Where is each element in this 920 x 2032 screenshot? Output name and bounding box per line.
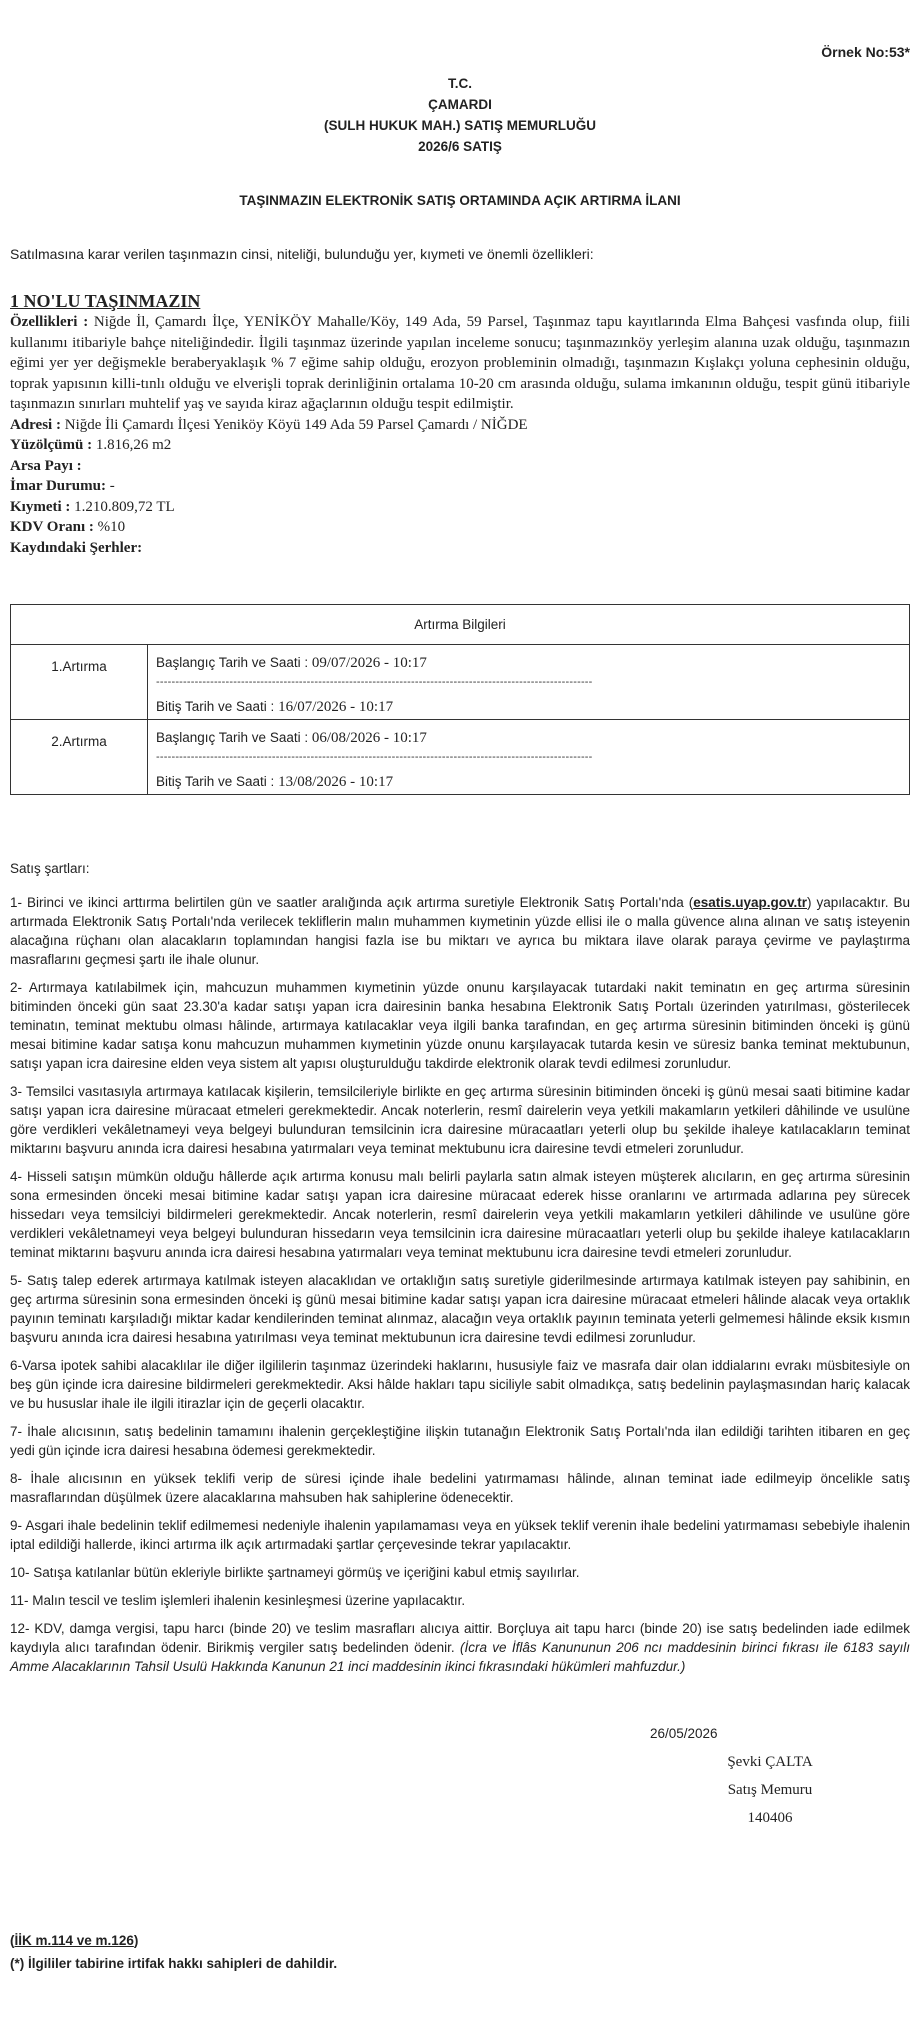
auction-info-table xyxy=(10,604,910,795)
round-end xyxy=(156,689,901,719)
round-end xyxy=(156,764,901,794)
area-label: Yüzölçümü : xyxy=(10,437,93,453)
features-label: Özellikleri : xyxy=(10,314,89,330)
address-label: Adresi : xyxy=(10,416,61,433)
signatory-number: 140406 xyxy=(747,1810,793,1826)
sale-conditions xyxy=(10,859,910,1685)
header-line-1: T.C. xyxy=(447,76,472,91)
signatory-title: Satış Memuru xyxy=(727,1782,813,1798)
footnote: (*) İlgililer tabirine irtifak hakkı sahipleri de dahildir. xyxy=(10,1956,338,1971)
law-reference-text: İİK m.114 ve m.126 xyxy=(14,1933,134,1948)
annotations-label: Kaydındaki Şerhler: xyxy=(10,539,143,556)
end-label: Bitiş Tarih ve Saati : xyxy=(156,774,275,789)
value-label: Kıymeti : xyxy=(10,498,71,515)
condition-12-text: 12- KDV, damga vergisi, tapu harcı (binde 20) ve teslim masrafları alıcıya aittir. Borçluya ait tapu harcı (binde 20) ise satış bedelinden iade edilmek kaydıyla alıcı tarafından ödenir. Birikmiş vergiler satış bedelinden ödenir. xyxy=(10,1621,910,1655)
address-value: Niğde İli Çamardı İlçesi Yeniköy Köyü 149 Ada 59 Parsel Çamardı / NİĞDE xyxy=(64,416,528,433)
share-label: Arsa Payı : xyxy=(10,457,82,474)
value-value: 1.210.809,72 TL xyxy=(74,498,175,515)
dash-separator: ----------------------------------------------------------------------------------------------------------------- xyxy=(156,751,593,763)
property-area xyxy=(10,435,910,456)
law-close-paren: ) xyxy=(133,1933,139,1948)
document-header xyxy=(10,73,910,157)
condition-8: 8- İhale alıcısının en yüksek teklifi verip de süresi içinde ihale bedelini yatırmaması hâlinde, alınan teminat iade edilmeyip öncelikle satış masraflarından düşülmek üzere alacaklarına mahsuben hak sahiplerine ödenecektir. xyxy=(10,1471,910,1505)
round-start xyxy=(156,645,901,675)
header-line-2: ÇAMARDI xyxy=(428,97,492,112)
signature-block xyxy=(690,1748,850,1832)
auction-round-row xyxy=(11,720,910,795)
condition-1-text-end: ) yapılacaktır. Bu artırmada Elektronik Satış Portalı'nda verilecek tekliflerin malın muhammen kıymetinin yüzde ellisi ile o malla güvence alına alınan ve satış isteyenin alacağına rüçhanı olan alacakların toplamından hangisi fazla ise bu miktarı ve ayrıca bu miktara ilave olarak paraya çevirme ve paylaştırma masraflarını geçmesi şartı ile ihale olunur. xyxy=(10,895,910,967)
condition-3: 3- Temsilci vasıtasıyla artırmaya katılacak kişilerin, temsilcileriyle birlikte en geç artırma süresinin bitiminden önceki iş günü mesai saati bitimine kadar satışı yapan icra dairesine müracaat etmeleri gerekmektedir. Ancak noterlerin, resmî dairelerin veya yetkili makamların yetkileri dâhilinde ve usulüne göre verdikleri vekâletnameyi veya belgeyi bulunduran temsilcinin icra dairesine müracaatları yeterli olup bu şekilde ihaleye katılacakların teminat miktarını başvuru anında icra dairesi hesabına yatırmaları veya teminat mektubunu icra dairesine tevdi etmeleri zorunludur. xyxy=(10,1084,910,1156)
sample-number: Örnek No:53* xyxy=(821,44,910,60)
zoning-value: - xyxy=(109,478,115,494)
header-line-3: (SULH HUKUK MAH.) SATIŞ MEMURLUĞU xyxy=(324,118,596,133)
condition-5: 5- Satış talep ederek artırmaya katılmak isteyen alacaklıdan ve ortaklığın satış suretiyle giderilmesinde artırmaya katılmak isteyen pay sahibinin, en geç artırma süresinin sona ermesinden önceki iş günü mesai bitimine kadar satışı yapan icra dairesine müracaat etmeleri hâlinde alacak veya ortaklık payının teminatı karşıladığı miktar kadar kendilerinden teminat alınmaz, alacağın veya ortaklık payının teminata yeterli gelmemesi hâlinde eksik kısmın başvuru anında icra dairesi hesabına yatırılması veya teminat mektubunun icra dairesine tevdi edilmesi zorunludur. xyxy=(10,1273,910,1345)
round-label: 2.Artırma xyxy=(11,720,148,795)
zoning-label: İmar Durumu: xyxy=(10,478,106,494)
conditions-heading: Satış şartları: xyxy=(10,861,90,876)
property-annotations xyxy=(10,538,910,559)
property-address xyxy=(10,415,910,436)
start-value: 09/07/2026 - 10:17 xyxy=(311,655,427,671)
condition-9: 9- Asgari ihale bedelinin teklif edilmemesi nedeniyle ihalenin yapılamaması veya en yüksek teklif verenin ihale bedelini yatırmaması sebebiyle ihalenin iptal edildiği hallerde, ikinci artırma ilk açık artırmadaki şartlar çerçevesinde tekrar yapılacaktır. xyxy=(10,1518,910,1552)
notice-title: TAŞINMAZIN ELEKTRONİK SATIŞ ORTAMINDA AÇIK ARTIRMA İLANI xyxy=(239,193,681,208)
round-start xyxy=(156,720,901,750)
end-label: Bitiş Tarih ve Saati : xyxy=(156,699,275,714)
property-vat xyxy=(10,517,910,538)
condition-1 xyxy=(10,893,910,969)
auction-header: Artırma Bilgileri xyxy=(11,605,910,645)
condition-4: 4- Hisseli satışın mümkün olduğu hâllerde açık artırma konusu malı belirli paylarla satın almak isteyen müşterek alıcıların, en geç artırma süresinin sona ermesinden önceki mesai bitimine kadar satışı yapan icra dairesine müracaat ederek hisse oranlarını ve artırmada adlarına pey sürecek hissedarı veya temsilciyi bildirmeleri gerekmektedir. Ancak noterlerin, resmî dairelerin veya yetkili makamların yetkileri dâhilinde ve usulüne göre verdikleri vekâletnameyi veya belgeyi bulunduran hissedarın veya temsilcinin icra dairesine müracaatları yeterli olup bu şekilde ihaleye katılacakların teminat miktarını başvuru anında icra dairesi hesabına yatırmaları veya teminat mektubunu icra dairesine tevdi etmeleri zorunludur. xyxy=(10,1169,910,1260)
vat-value: %10 xyxy=(97,519,126,535)
features-value: Niğde İl, Çamardı İlçe, YENİKÖY Mahalle/Köy, 149 Ada, 59 Parsel, Taşınmaz tapu kayıtlarında Elma Bahçesi vasfında olup, fiili kullanımı itibariyle bahçe niteliğindedir. İlgili taşınmaz üzerinde yapılan inceleme sonucu; taşınmazınköy yerleşim alanına uzak olduğu, taşınmazın eğimi yer yer değişmekle beraberyaklaşık % 7 eğime sahip olduğu, erozyon probleminin olmadığı, taşınmazın Kışlakçı yoluna cephesinin olduğu, toprak yapısının killi-tınlı olduğu ve elverişli toprak derinliğinin ortalama 10-20 cm arasında olduğu, sulama imkanının olduğu, tespit günü itibariyle taşınmazın sınırları muhtelif yaş ve sayıda kiraz ağaçlarının olduğu tespit edilmiştir. xyxy=(10,314,910,412)
vat-label: KDV Oranı : xyxy=(10,519,94,535)
condition-12 xyxy=(10,1619,910,1676)
header-line-4: 2026/6 SATIŞ xyxy=(418,139,502,154)
signatory-name: Şevki ÇALTA xyxy=(727,1754,813,1770)
condition-6: 6-Varsa ipotek sahibi alacaklılar ile diğer ilgililerin taşınmaz üzerindeki haklarını, hususiyle faiz ve masrafa dair olan iddialarını evrakı müsbitesiyle on beş gün içinde icra dairesine bildirmeleri gerekmektedir. Aksi hâlde hakları tapu siciliyle sabit olmadıkça, satış bedelinin paylaşmasından hariç kalacak ve bu hususlar ihale ile ilgili itirazlar için de geçerli olacaktır. xyxy=(10,1358,910,1411)
condition-10: 10- Satışa katılanlar bütün ekleriyle birlikte şartnameyi görmüş ve içeriğini kabul etmiş sayılırlar. xyxy=(10,1565,580,1580)
property-section xyxy=(10,290,910,558)
property-title: 1 NO'LU TAŞINMAZIN xyxy=(10,291,201,311)
round-dates xyxy=(148,645,910,720)
portal-link[interactable]: esatis.uyap.gov.tr xyxy=(693,895,807,910)
property-features xyxy=(10,312,910,415)
end-value: 13/08/2026 - 10:17 xyxy=(278,774,394,790)
start-label: Başlangıç Tarih ve Saati : xyxy=(156,730,309,745)
round-dates xyxy=(148,720,910,795)
end-value: 16/07/2026 - 10:17 xyxy=(278,699,394,715)
condition-12-legal-note: (İcra ve İflâs Kanununun 206 ncı maddesinin birinci fıkrası ile 6183 sayılı Amme Alacaklarının Tahsil Usulü Hakkında Kanunun 21 inci maddesinin ikinci fıkrasındaki hükümleri mahfuzdur.) xyxy=(10,1640,911,1674)
condition-11: 11- Malın tescil ve teslim işlemleri ihalenin kesinleşmesi üzerine yapılacaktır. xyxy=(10,1593,466,1608)
law-open-paren: ( xyxy=(10,1933,15,1948)
start-label: Başlangıç Tarih ve Saati : xyxy=(156,655,309,670)
condition-7: 7- İhale alıcısının, satış bedelinin tamamını ihalenin gerçekleştiğine ilişkin tutanağın Elektronik Satış Portalı'nda ilan edildiği tarihten itibaren en geç yedi gün içinde icra dairesi hesabına ödemesi gerekmektedir. xyxy=(10,1424,910,1458)
auction-header-row xyxy=(11,605,910,645)
area-value: 1.816,26 m2 xyxy=(95,437,172,453)
dash-separator: ----------------------------------------------------------------------------------------------------------------- xyxy=(156,676,593,688)
start-value: 06/08/2026 - 10:17 xyxy=(311,730,427,746)
intro-text: Satılmasına karar verilen taşınmazın cinsi, niteliği, bulunduğu yer, kıymeti ve önemli özellikleri: xyxy=(10,246,594,262)
signature-date: 26/05/2026 xyxy=(650,1726,718,1741)
property-zoning xyxy=(10,476,910,497)
law-reference xyxy=(10,1933,138,1948)
condition-1-text-start: 1- Birinci ve ikinci arttırma belirtilen gün ve saatler aralığında açık artırma suretiyle Elektronik Satış Portalı'nda ( xyxy=(10,895,694,910)
round-label: 1.Artırma xyxy=(11,645,148,720)
property-value xyxy=(10,497,910,518)
property-share xyxy=(10,456,910,477)
condition-2: 2- Artırmaya katılabilmek için, mahcuzun muhammen kıymetinin yüzde onunu karşılayacak tutardaki nakit teminatın en geç artırma süresinin bitiminden önceki gün saat 23.30'a kadar satışı yapan icra dairesinin banka hesabına Elektronik Satış Portalı üzerinden yatırılması, gösterilecek teminatın, teminat mektubu olması hâlinde, artırmaya katılacaklar veya ilgili banka tarafından, en geç artırma süresinin bitiminden önceki iş günü mesai bitimine kadar satışa konu mahcuzun muhammen kıymetinin yüzde onunu karşılayacak tutarda kesin ve süresiz banka teminat mektubunun, satışı yapan icra dairesine elden veya sistem alt yapısı oluşturulduğu takdirde elektronik olarak tevdi edilmesi zorunludur. xyxy=(10,980,910,1071)
auction-round-row xyxy=(11,645,910,720)
